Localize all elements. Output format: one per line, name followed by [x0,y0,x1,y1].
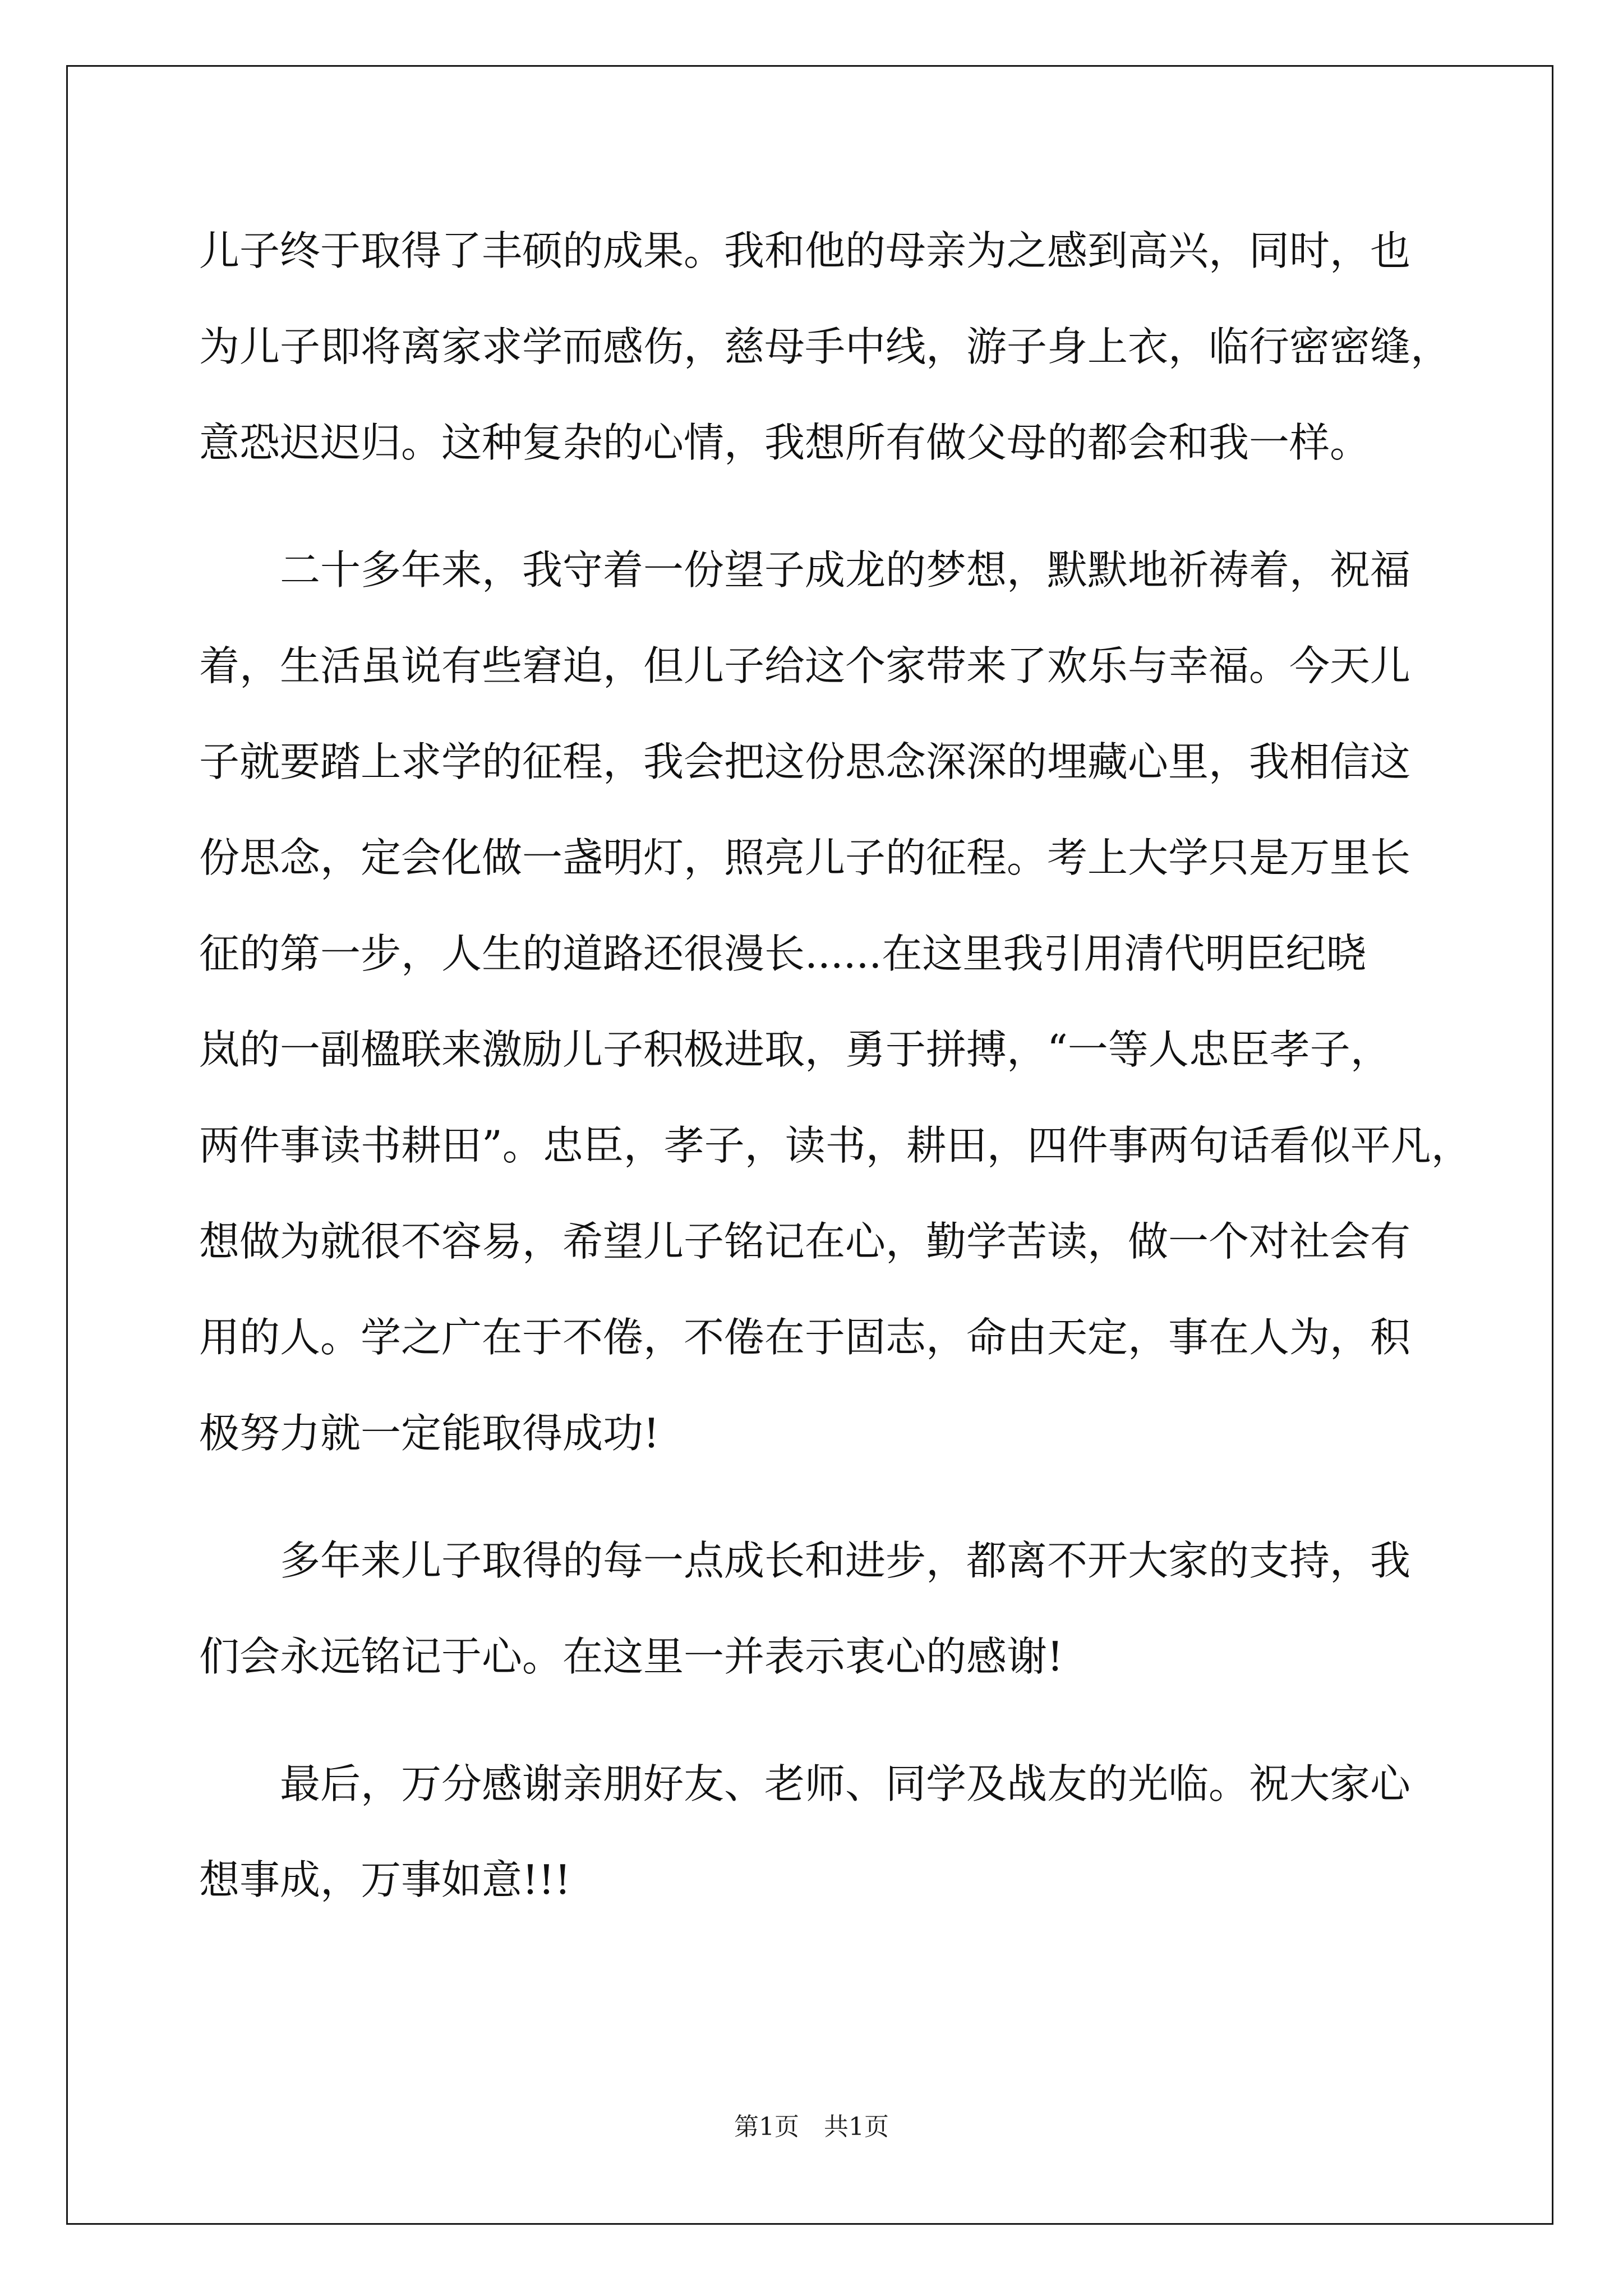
page-number-footer: 第1页 共1页 [734,2113,889,2141]
text-line: 们会永远铭记于心。在这里一并表示衷心的感谢! [199,1633,1063,1680]
text-line: 极努力就一定能取得成功! [199,1410,660,1457]
text-line: 为儿子即将离家求学而感伤，慈母手中线，游子身上衣，临行密密缝， [199,323,1451,370]
text-line: 岚的一副楹联来激励儿子积极进取，勇于拼搏，“一等人忠臣孝子， [199,1026,1391,1073]
text-line: 着，生活虽说有些窘迫，但儿子给这个家带来了欢乐与幸福。今天儿 [199,642,1411,689]
text-line: 意恐迟迟归。这种复杂的心情，我想所有做父母的都会和我一样。 [199,419,1371,466]
text-line: 二十多年来，我守着一份望子成龙的梦想，默默地祈祷着，祝福 [199,546,1411,593]
text-line: 儿子终于取得了丰硕的成果。我和他的母亲为之感到高兴，同时，也 [199,227,1411,274]
text-line: 最后，万分感谢亲朋好友、老师、同学及战友的光临。祝大家心 [199,1760,1411,1807]
text-line: 征的第一步，人生的道路还很漫长......在这里我引用清代明臣纪晓 [199,930,1367,977]
text-line: 子就要踏上求学的征程，我会把这份思念深深的埋藏心里，我相信这 [199,738,1411,785]
text-line: 份思念，定会化做一盏明灯，照亮儿子的征程。考上大学只是万里长 [199,834,1411,881]
text-line: 想做为就很不容易，希望儿子铭记在心，勤学苦读，做一个对社会有 [199,1218,1411,1265]
text-line: 多年来儿子取得的每一点成长和进步，都离不开大家的支持，我 [199,1537,1411,1584]
text-line: 想事成，万事如意!!! [199,1856,571,1903]
text-line: 两件事读书耕田”。忠臣，孝子，读书，耕田，四件事两句话看似平凡， [199,1122,1472,1169]
text-line: 用的人。学之广在于不倦，不倦在于固志，命由天定，事在人为，积 [199,1314,1411,1361]
